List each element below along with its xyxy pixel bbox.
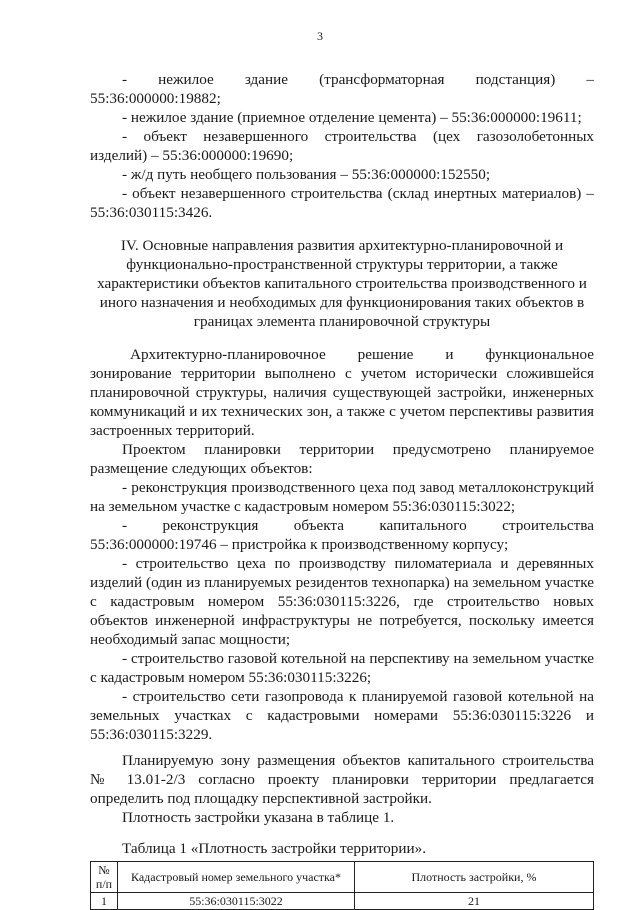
paragraph: Архитектурно-планировочное решение и функциональное зонирование территории выполнено с учетом исторически сложившейся планировочной структуры, наличия существующей застройки, инженерных коммуникаций и их технических зон, а также с учетом перспективы развития застроенных территорий. [90, 346, 594, 439]
paragraph: Плотность застройки указана в таблице 1. [122, 809, 395, 826]
table-cell: 21 [355, 893, 594, 910]
list-item-first-line: - объект незавершенного строительства (цех газозолобетонных [122, 128, 594, 145]
list-item-first-line: - нежилое здание (приемное отделение цемента) – 55:36:000000:19611; [122, 109, 582, 126]
list-item: - строительство газовой котельной на перспективу на земельном участке с кадастровым номером 55:36:030115:3226; [90, 650, 594, 686]
list-item-first-line: - объект незавершенного строительства (склад инертных материалов) – [122, 185, 594, 202]
paragraph: Проектом планировки территории предусмотрено планируемое размещение следующих объектов: [90, 441, 594, 477]
list-item-continuation: изделий) – 55:36:000000:19690; [90, 147, 294, 164]
table-header-row [91, 862, 594, 893]
list-item: - реконструкция объекта капитального строительства 55:36:000000:19746 – пристройка к производственному корпусу; [90, 517, 594, 553]
table-row [91, 893, 594, 910]
table-cell: 55:36:030115:3022 [118, 893, 355, 910]
paragraph: Планируемую зону размещения объектов капитального строительства № 13.01-2/3 согласно проекту планировки территории предлагается определить под площадку перспективной застройки. [90, 752, 594, 807]
list-item-continuation: 55:36:000000:19882; [90, 90, 221, 107]
list-item-first-line: - нежилое здание (трансформаторная подстанция) – [122, 71, 594, 88]
table-header-cell: Плотность застройки, % [355, 862, 594, 893]
planned-objects-list [90, 478, 594, 744]
table-cell: 1 [91, 893, 118, 910]
table-header-cell: Кадастровый номер земельного участка* [118, 862, 355, 893]
list-item-continuation: 55:36:030115:3426. [90, 204, 213, 221]
list-item: - строительство сети газопровода к планируемой газовой котельной на земельных участках с кадастровыми номерами 55:36:030115:3226 и 55:36:030115:3229. [90, 688, 594, 743]
list-item: - реконструкция производственного цеха под завод металлоконструкций на земельном участке с кадастровым номером 55:36:030115:3022; [90, 479, 594, 515]
density-table [90, 861, 594, 910]
table-header-cell: № п/п [91, 862, 118, 893]
existing-objects-list [90, 70, 594, 222]
list-item-first-line: - ж/д путь необщего пользования – 55:36:000000:152550; [122, 166, 491, 183]
list-item: - строительство цеха по производству пиломатериала и деревянных изделий (один из планируемых резидентов технопарка) на земельном участке с кадастровым номером 55:36:030115:3226, где строительство новых объектов инженерной инфраструктуры не потребуется, поскольку имеется необходимый запас мощности; [90, 555, 594, 648]
section-heading: IV. Основные направления развития архитектурно-планировочной и функционально-пространственной структуры территории, а также характеристики объектов капитального строительства производственного и иного назначения и необходимых для функционирования таких объектов в границах элемента планировочной структуры [97, 237, 587, 330]
table-caption: Таблица 1 «Плотность застройки территории». [122, 840, 427, 857]
document-body [90, 70, 594, 910]
page-number: 3 [317, 29, 323, 43]
